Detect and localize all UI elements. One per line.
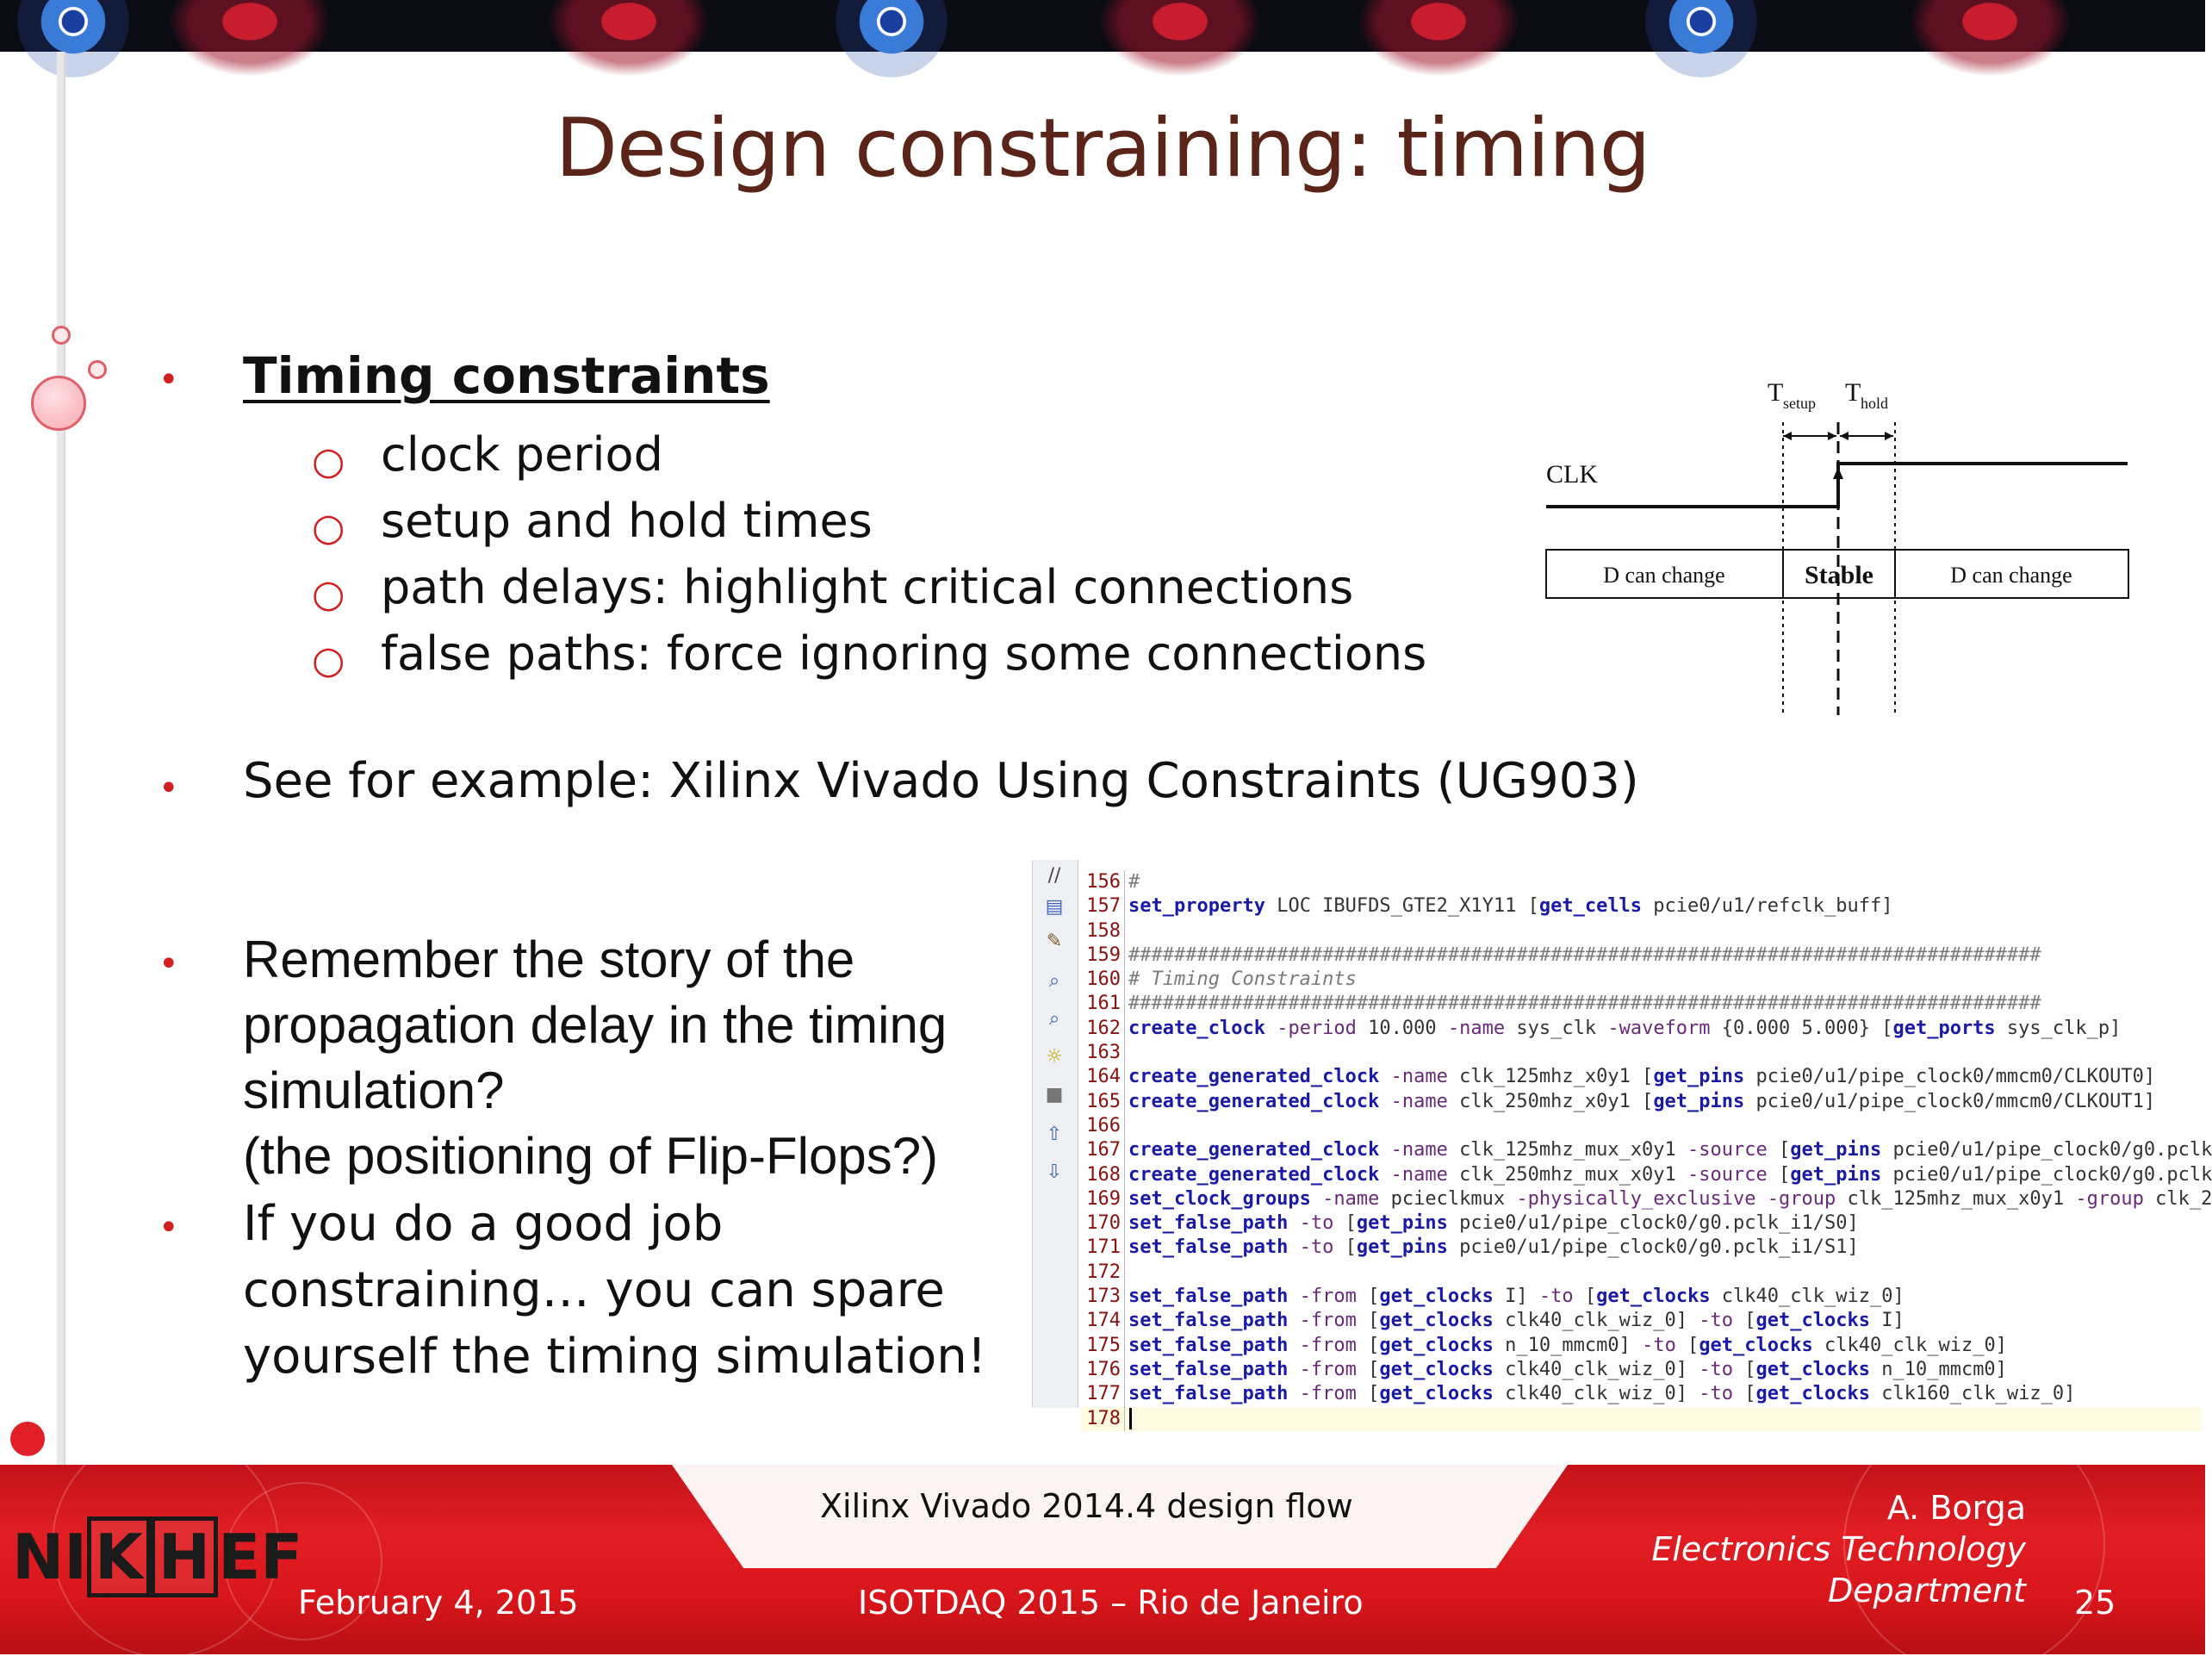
code-line <box>1081 1065 2212 1089</box>
code-line <box>1081 1309 2212 1333</box>
text-line: constraining… you can spare <box>243 1262 945 1318</box>
line-number: 177 <box>1081 1382 1125 1406</box>
decor-circle-red-dot <box>10 1422 45 1456</box>
code-token: set_property <box>1128 895 1265 918</box>
code-line <box>1081 1138 2212 1162</box>
code-token: [ <box>1356 1358 1380 1380</box>
code-token: create_generated_clock <box>1128 1066 1380 1088</box>
sub-bullet-marker: ○ <box>312 572 345 616</box>
code-token: [ <box>1356 1334 1380 1356</box>
arrowhead <box>1840 432 1849 440</box>
footer-author: A. Borga <box>1886 1489 2026 1527</box>
code-token: get_pins <box>1653 1066 1745 1088</box>
code-token: get_clocks <box>1379 1286 1494 1308</box>
arrowhead <box>1828 432 1836 440</box>
bullet-marker: • <box>158 769 179 808</box>
replace-icon[interactable]: ⌕ <box>1048 1008 1060 1030</box>
decor-red-glow <box>534 0 724 86</box>
code-token: -name <box>1379 1090 1448 1112</box>
bullet-see-example: See for example: Xilinx Vivado Using Constraints (UG903) <box>243 753 1639 809</box>
code-token: -to <box>1288 1212 1334 1235</box>
code-token: get_clocks <box>1379 1383 1494 1405</box>
code-token: # <box>1128 871 1140 893</box>
code-token: -name <box>1379 1139 1448 1161</box>
thold-subscript: hold <box>1861 395 1889 412</box>
code-token: get_pins <box>1356 1236 1448 1259</box>
code-token: sys_clk <box>1505 1017 1597 1039</box>
code-token: -to <box>1630 1334 1676 1356</box>
code-token: -period <box>1264 1017 1357 1039</box>
left-vertical-rule <box>57 52 65 1465</box>
code-token: n_10_mmcm0] <box>1493 1334 1631 1356</box>
code-token: set_false_path <box>1128 1383 1289 1405</box>
bullet-marker: • <box>158 1208 179 1248</box>
code-line <box>1081 894 2212 918</box>
code-line <box>1081 1163 2212 1187</box>
code-token: clk40_clk_wiz_0] <box>1812 1334 2007 1356</box>
decor-red-glow <box>1344 0 1533 86</box>
code-token: pcie0/u1/refclk_buff] <box>1642 895 1893 918</box>
d-can-change-right: D can change <box>1950 563 2072 588</box>
code-token: pcie0/u1/pipe_clock0/mmcm0/CLKOUT1] <box>1744 1090 2156 1112</box>
line-number: 162 <box>1081 1017 1125 1041</box>
code-line <box>1081 1041 2212 1065</box>
code-token: get_clocks <box>1755 1310 1870 1332</box>
code-token: -name <box>1379 1163 1448 1186</box>
line-number: 161 <box>1081 992 1125 1016</box>
code-token: set_false_path <box>1128 1236 1289 1259</box>
code-token: get_ports <box>1892 1017 1996 1039</box>
code-token: clk160_clk_wiz_0] <box>1869 1383 2076 1405</box>
code-token: get_clocks <box>1755 1358 1870 1380</box>
code-line <box>1081 1358 2212 1382</box>
code-token: [ <box>1356 1383 1380 1405</box>
code-token: get_clocks <box>1379 1358 1494 1380</box>
logo-text-part: H <box>151 1516 218 1597</box>
code-token: -name <box>1436 1017 1506 1039</box>
code-token: -physically_exclusive -group <box>1505 1187 1836 1210</box>
code-token: [ <box>1356 1286 1380 1308</box>
code-token: [ <box>1767 1139 1791 1161</box>
sub-item-path-delays: path delays: highlight critical connections <box>381 560 1354 614</box>
line-number: 178 <box>1081 1407 1125 1431</box>
bullet-marker: • <box>158 944 179 984</box>
code-line <box>1081 992 2212 1016</box>
code-token: -source <box>1675 1163 1768 1186</box>
tsetup-label: T <box>1768 378 1784 407</box>
stop-icon[interactable]: ■ <box>1045 1084 1064 1105</box>
sub-item-setup-hold: setup and hold times <box>381 494 873 548</box>
code-line <box>1081 1211 2212 1236</box>
indent-up-icon[interactable]: ⇧ <box>1046 1124 1063 1145</box>
decor-circle-small <box>52 326 71 345</box>
code-token: [ <box>1733 1310 1756 1332</box>
select-block-icon[interactable]: ▤ <box>1045 896 1064 918</box>
footer-course-title: Xilinx Vivado 2014.4 design flow <box>820 1487 1353 1525</box>
code-token: -to <box>1687 1383 1734 1405</box>
code-token: I] <box>1493 1286 1528 1308</box>
bullet-marker: • <box>158 360 179 400</box>
lightbulb-icon[interactable]: ☼ <box>1046 1046 1063 1068</box>
code-token: [ <box>1356 1310 1380 1332</box>
find-icon[interactable]: ⌕ <box>1048 970 1060 992</box>
line-number: 159 <box>1081 943 1125 968</box>
edit-icon[interactable]: ✎ <box>1046 931 1063 952</box>
code-token: create_generated_clock <box>1128 1090 1380 1112</box>
code-token: -source <box>1675 1139 1768 1161</box>
tsetup-subscript: setup <box>1783 395 1816 412</box>
code-token: clk_250mhz_mux_x0y1 <box>1447 1163 1676 1186</box>
code-token: -group <box>2064 1187 2144 1210</box>
code-token: set_false_path <box>1128 1334 1289 1356</box>
line-number: 156 <box>1081 870 1125 894</box>
code-token: ################################################################################ <box>1128 993 2041 1015</box>
text-line: (the positioning of Flip-Flops?) <box>243 1127 939 1185</box>
code-token: [ <box>1333 1212 1357 1235</box>
line-number: 167 <box>1081 1138 1125 1162</box>
text-line: If you do a good job <box>243 1196 724 1252</box>
code-line <box>1081 1261 2212 1285</box>
code-token: -to <box>1527 1286 1574 1308</box>
sub-bullet-marker: ○ <box>312 439 345 483</box>
code-token: -from <box>1288 1286 1357 1308</box>
code-token: -name <box>1310 1187 1380 1210</box>
line-number: 170 <box>1081 1211 1125 1236</box>
code-line <box>1081 943 2212 968</box>
code-token: # Timing Constraints <box>1128 968 1357 991</box>
comment-icon[interactable]: // <box>1047 865 1061 887</box>
code-token: {0.000 5.000} [ <box>1710 1017 1893 1039</box>
code-token: [ <box>1333 1236 1357 1259</box>
footer-event: ISOTDAQ 2015 – Rio de Janeiro <box>858 1584 1364 1622</box>
code-token: pcie0/u1/pipe_clock0/g0.pclk <box>1881 1163 2212 1186</box>
footer-dept-line2: Department <box>1828 1572 2026 1610</box>
code-token: get_clocks <box>1699 1334 1813 1356</box>
footer-dept-line1: Electronics Technology <box>1651 1530 2026 1568</box>
decor-burst <box>1645 0 1757 78</box>
line-number: 163 <box>1081 1041 1125 1065</box>
code-token: set_false_path <box>1128 1286 1289 1308</box>
code-line <box>1081 968 2212 992</box>
code-token: create_generated_clock <box>1128 1163 1380 1186</box>
code-token: get_clocks <box>1596 1286 1711 1308</box>
code-line <box>1081 919 2212 943</box>
code-token: -from <box>1288 1383 1357 1405</box>
code-token: -from <box>1288 1358 1357 1380</box>
code-token: get_pins <box>1653 1090 1745 1112</box>
code-token: clk_125mhz_x0y1 [ <box>1447 1066 1654 1088</box>
code-token: create_clock <box>1128 1017 1265 1039</box>
code-token: set_false_path <box>1128 1310 1289 1332</box>
code-token: pcie0/u1/pipe_clock0/mmcm0/CLKOUT0] <box>1744 1066 2156 1088</box>
nikhef-logo <box>12 1516 302 1611</box>
slide-number: 25 <box>2074 1584 2116 1622</box>
d-can-change-left: D can change <box>1603 563 1725 588</box>
code-token: n_10_mmcm0] <box>1869 1358 2007 1380</box>
code-token: clk_250mhz_x0y1 [ <box>1447 1090 1654 1112</box>
footer-date: February 4, 2015 <box>298 1584 579 1622</box>
line-number: 164 <box>1081 1065 1125 1089</box>
code-token: clk_2 <box>2143 1187 2212 1210</box>
code-token: set_false_path <box>1128 1358 1289 1380</box>
code-token: set_false_path <box>1128 1212 1289 1235</box>
code-token: get_pins <box>1790 1163 1882 1186</box>
code-token: LOC IBUFDS_GTE2_X1Y11 [ <box>1264 895 1539 918</box>
code-token: -to <box>1288 1236 1334 1259</box>
decor-circle-large <box>31 376 86 431</box>
top-banner <box>0 0 2205 52</box>
code-line <box>1081 1017 2212 1041</box>
code-token: -from <box>1288 1334 1357 1356</box>
code-token: get_clocks <box>1379 1310 1494 1332</box>
code-token: clk_125mhz_mux_x0y1 <box>1447 1139 1676 1161</box>
code-token: pcie0/u1/pipe_clock0/g0.pclk_i1/S0] <box>1447 1212 1859 1235</box>
logo-text-part: K <box>87 1516 151 1597</box>
code-token: get_cells <box>1538 895 1643 918</box>
code-token: clk40_clk_wiz_0] <box>1493 1383 1688 1405</box>
editor-toolbar <box>1033 860 1078 1408</box>
line-number: 175 <box>1081 1334 1125 1358</box>
line-number: 157 <box>1081 894 1125 918</box>
bullet-good-job <box>243 1191 986 1390</box>
slide-title: Design constraining: timing <box>555 102 1650 196</box>
code-token: set_clock_groups <box>1128 1187 1311 1210</box>
decor-circle-small <box>88 360 107 379</box>
code-line <box>1081 1285 2212 1309</box>
code-token: -to <box>1687 1358 1734 1380</box>
line-number: 172 <box>1081 1261 1125 1285</box>
stable-label: Stable <box>1804 561 1874 589</box>
code-line <box>1081 1187 2212 1211</box>
indent-down-icon[interactable]: ⇩ <box>1046 1161 1063 1183</box>
code-token: I] <box>1869 1310 1904 1332</box>
text-line: yourself the timing simulation! <box>243 1329 987 1385</box>
code-token: clk40_clk_wiz_0] <box>1710 1286 1904 1308</box>
code-token: [ <box>1675 1334 1699 1356</box>
constraints-editor-panel <box>1032 860 2212 1429</box>
line-number: 174 <box>1081 1309 1125 1333</box>
line-number: 160 <box>1081 968 1125 992</box>
code-token: pcieclkmux <box>1379 1187 1506 1210</box>
text-line: propagation delay in the timing <box>243 996 948 1054</box>
decor-burst <box>836 0 948 78</box>
code-token: clk40_clk_wiz_0] <box>1493 1310 1688 1332</box>
line-number: 173 <box>1081 1285 1125 1309</box>
code-line <box>1081 1236 2212 1260</box>
code-token: [ <box>1733 1358 1756 1380</box>
text-line: simulation? <box>243 1062 505 1119</box>
sub-bullet-marker: ○ <box>312 638 345 682</box>
code-line <box>1081 1334 2212 1358</box>
line-number: 169 <box>1081 1187 1125 1211</box>
sub-item-false-paths: false paths: force ignoring some connections <box>381 626 1427 681</box>
code-token: sys_clk_p] <box>1995 1017 2122 1039</box>
code-token: get_pins <box>1790 1139 1882 1161</box>
decor-red-glow <box>1085 0 1275 86</box>
line-number: 168 <box>1081 1163 1125 1187</box>
line-number: 166 <box>1081 1114 1125 1138</box>
code-line <box>1081 870 2212 894</box>
sub-bullet-marker: ○ <box>312 506 345 550</box>
code-token: -to <box>1687 1310 1734 1332</box>
line-number: 176 <box>1081 1358 1125 1382</box>
decor-burst <box>17 0 129 78</box>
bullet-remember-story <box>243 927 947 1189</box>
code-line <box>1081 1114 2212 1138</box>
code-token: -from <box>1288 1310 1357 1332</box>
code-token: pcie0/u1/pipe_clock0/g0.pclk <box>1881 1139 2212 1161</box>
decor-red-glow <box>1895 0 2085 86</box>
line-number: 171 <box>1081 1236 1125 1260</box>
text-cursor <box>1129 1408 1132 1429</box>
line-number: 165 <box>1081 1090 1125 1114</box>
setup-hold-timing-diagram <box>1533 370 2136 724</box>
code-line <box>1081 1382 2212 1406</box>
code-token: pcie0/u1/pipe_clock0/g0.pclk_i1/S1] <box>1447 1236 1859 1259</box>
code-line <box>1081 1090 2212 1114</box>
text-line: Remember the story of the <box>243 931 855 988</box>
thold-label: T <box>1845 378 1861 407</box>
clk-label: CLK <box>1546 460 1598 489</box>
logo-text-part: EF <box>218 1521 303 1593</box>
arrowhead <box>1783 432 1792 440</box>
line-number: 158 <box>1081 919 1125 943</box>
code-token: [ <box>1733 1383 1756 1405</box>
code-token: [ <box>1573 1286 1597 1308</box>
code-token: create_generated_clock <box>1128 1139 1380 1161</box>
code-token: get_clocks <box>1379 1334 1494 1356</box>
code-token: clk40_clk_wiz_0] <box>1493 1358 1688 1380</box>
code-text-area[interactable] <box>1081 870 2212 1431</box>
decor-red-glow <box>155 0 345 86</box>
logo-text-part: NI <box>12 1521 88 1593</box>
bullet-heading-timing-constraints: Timing constraints <box>243 346 770 405</box>
code-token: 10.000 <box>1356 1017 1437 1039</box>
code-token: clk_125mhz_mux_x0y1 <box>1836 1187 2065 1210</box>
sub-item-clock-period: clock period <box>381 427 663 482</box>
code-token: get_pins <box>1356 1212 1448 1235</box>
code-token: ################################################################################ <box>1128 943 2041 966</box>
code-token: [ <box>1767 1163 1791 1186</box>
arrowhead <box>1885 432 1893 440</box>
code-token: get_clocks <box>1755 1383 1870 1405</box>
code-token: -name <box>1379 1066 1448 1088</box>
code-token: -waveform <box>1596 1017 1711 1039</box>
